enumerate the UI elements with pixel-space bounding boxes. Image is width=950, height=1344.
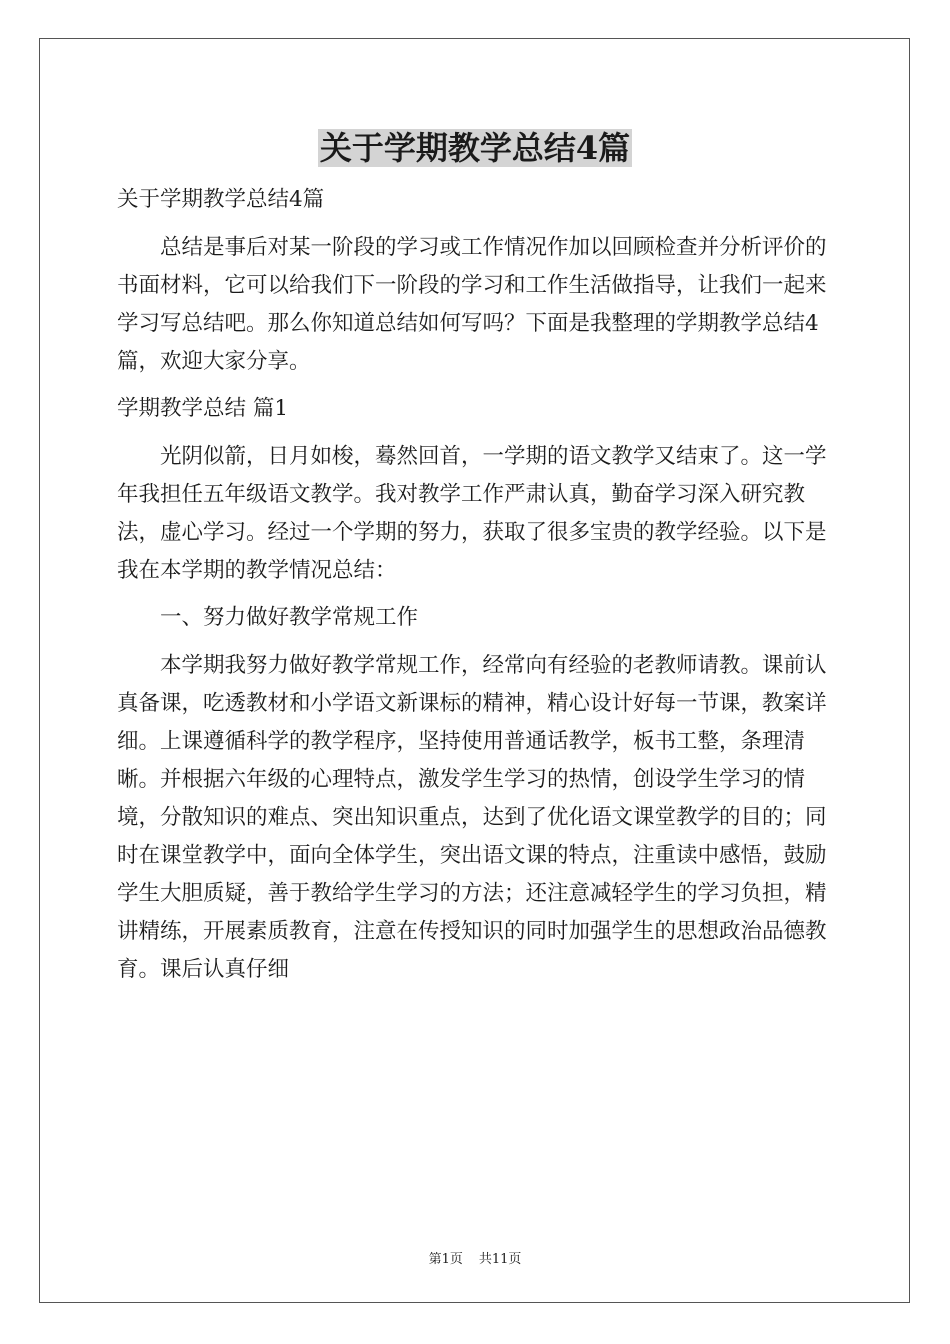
page-number: 第1页 [428, 1252, 463, 1267]
paragraph-subtitle: 关于学期教学总结4篇 [117, 187, 325, 212]
document-body [117, 181, 837, 998]
section-heading: 学期教学总结 篇1 [117, 396, 289, 421]
document-title-text: 关于学期教学总结4篇 [319, 129, 631, 167]
page-footer [0, 1252, 950, 1268]
paragraph-body: 本学期我努力做好教学常规工作，经常向有经验的老教师请教。课前认真备课，吃透教材和小学语文新课标的精神，精心设计好每一节课，教案详细。上课遵循科学的教学程序，坚持使用普通话教学，板书工整，条理清晰。并根据六年级的心理特点，激发学生学习的热情，创设学生学习的情境，分散知识的难点、突出知识重点，达到了优化语文课堂教学的目的；同时在课堂教学中，面向全体学生，突出语文课的特点，注重读中感悟，鼓励学生大胆质疑，善于教给学生学习的方法；还注意减轻学生的学习负担，精讲精练，开展素质教育，注意在传授知识的同时加强学生的思想政治品德教育。课后认真仔细 [117, 652, 827, 982]
subsection-heading: 一、努力做好教学常规工作 [160, 605, 419, 630]
paragraph-intro: 总结是事后对某一阶段的学习或工作情况作加以回顾检查并分析评价的书面材料，它可以给我们下一阶段的学习和工作生活做指导，让我们一起来学习写总结吧。那么你知道总结如何写吗？下面是我整理的学期教学总结4篇，欢迎大家分享。 [117, 234, 827, 374]
page-total: 共11页 [478, 1252, 522, 1267]
document-title [0, 126, 950, 170]
paragraph-summary: 光阴似箭，日月如梭，蓦然回首，一学期的语文教学又结束了。这一学年我担任五年级语文教学。我对教学工作严肃认真，勤奋学习深入研究教法，虚心学习。经过一个学期的努力，获取了很多宝贵的教学经验。以下是我在本学期的教学情况总结： [117, 443, 827, 583]
